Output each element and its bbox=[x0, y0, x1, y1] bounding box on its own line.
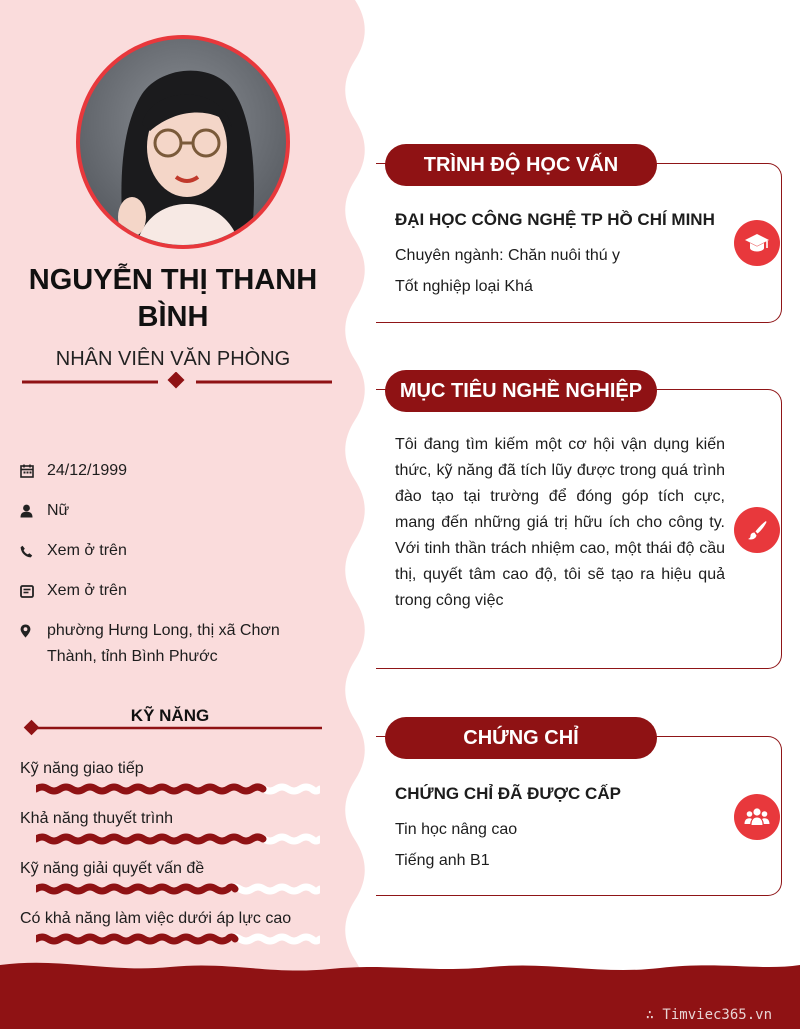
skill-item bbox=[20, 760, 320, 778]
skill-bar bbox=[36, 883, 320, 895]
certificates-heading: CHỨNG CHỈ bbox=[385, 717, 657, 759]
info-address: phường Hưng Long, thị xã Chơn Thành, tỉnh Bình Phước bbox=[47, 622, 280, 665]
info-row-gender bbox=[20, 498, 320, 538]
certificates-body bbox=[395, 784, 725, 876]
title-divider bbox=[22, 372, 332, 392]
certificates-subtitle: CHỨNG CHỈ ĐÃ ĐƯỢC CẤP bbox=[395, 784, 621, 803]
avatar bbox=[76, 35, 290, 249]
job-title: NHÂN VIÊN VĂN PHÒNG bbox=[55, 348, 291, 370]
skill-bar-fill bbox=[36, 837, 263, 841]
skill-bar-fill bbox=[36, 787, 263, 791]
phone-icon bbox=[20, 538, 47, 564]
info-email: Xem ở trên bbox=[47, 582, 127, 599]
skill-name: Khả năng thuyết trình bbox=[20, 810, 173, 827]
info-gender: Nữ bbox=[47, 502, 70, 519]
info-phone: Xem ở trên bbox=[47, 542, 127, 559]
map-pin-icon bbox=[20, 618, 47, 644]
objective-text: Tôi đang tìm kiếm một cơ hội vận dụng kiến thức, kỹ năng đã tích lũy được trong quá trình đào tạo tại trường để đóng góp tích cực, mang đến những giá trị hữu ích cho công ty. Với tinh thần trách nhiệm cao, một thái độ cầu thị, quyết tâm cao độ, tôi sẽ tạo ra hiệu quả trong công việc bbox=[395, 436, 725, 609]
certificate-item: Tin học nâng cao bbox=[395, 821, 518, 838]
users-icon bbox=[734, 794, 780, 840]
education-result: Tốt nghiệp loại Khá bbox=[395, 278, 533, 295]
education-body bbox=[395, 210, 725, 302]
skills-title: KỸ NĂNG bbox=[130, 706, 210, 725]
objective-heading: MỤC TIÊU NGHỀ NGHIỆP bbox=[385, 370, 657, 412]
candidate-name: NGUYỄN THỊ THANH BÌNH bbox=[28, 264, 318, 333]
skill-bar bbox=[36, 833, 320, 845]
info-row-email bbox=[20, 578, 320, 618]
info-row-address bbox=[20, 618, 320, 674]
skill-item bbox=[20, 810, 320, 828]
skill-bar-fill bbox=[36, 937, 235, 941]
skill-item bbox=[20, 860, 320, 878]
graduation-cap-icon bbox=[734, 220, 780, 266]
skill-name: Kỹ năng giao tiếp bbox=[20, 760, 144, 777]
user-icon bbox=[20, 498, 47, 524]
info-row-birthday bbox=[20, 458, 320, 498]
avatar-portrait bbox=[80, 39, 290, 249]
watermark: ∴ Timviec365.vn bbox=[645, 1007, 772, 1023]
skill-bar bbox=[36, 933, 320, 945]
education-major: Chuyên ngành: Chăn nuôi thú y bbox=[395, 247, 621, 264]
info-birthday: 24/12/1999 bbox=[47, 462, 128, 479]
info-row-phone bbox=[20, 538, 320, 578]
contact-info bbox=[20, 458, 320, 674]
email-icon bbox=[20, 578, 47, 604]
skill-bar-fill bbox=[36, 887, 235, 891]
skill-item bbox=[20, 910, 320, 928]
certificate-item: Tiếng anh B1 bbox=[395, 852, 490, 869]
education-heading: TRÌNH ĐỘ HỌC VẤN bbox=[385, 144, 657, 186]
paintbrush-icon bbox=[734, 507, 780, 553]
skill-name: Kỹ năng giải quyết vấn đề bbox=[20, 860, 205, 877]
education-school: ĐẠI HỌC CÔNG NGHỆ TP HỒ CHÍ MINH bbox=[395, 210, 715, 229]
skill-name: Có khả năng làm việc dưới áp lực cao bbox=[20, 910, 292, 927]
skills-header bbox=[20, 704, 320, 738]
skill-bar bbox=[36, 783, 320, 795]
calendar-icon bbox=[20, 458, 47, 484]
